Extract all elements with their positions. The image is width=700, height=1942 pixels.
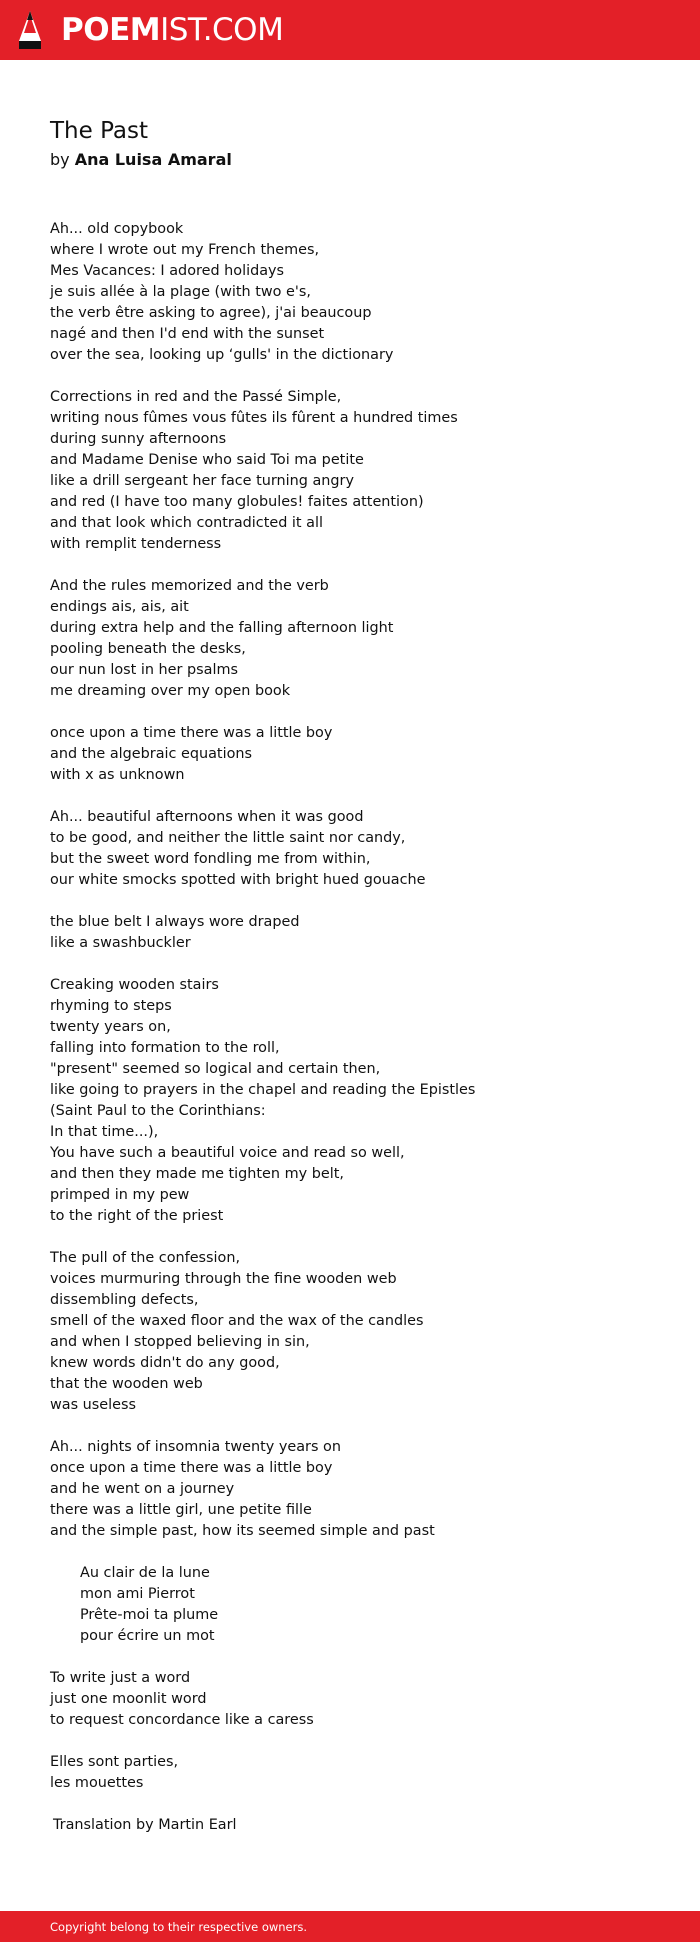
stanza bbox=[50, 807, 670, 891]
poem-line: and then they made me tighten my belt, bbox=[50, 1166, 344, 1182]
site-name bbox=[61, 10, 283, 50]
poem-line: to request concordance like a caress bbox=[50, 1712, 314, 1728]
poem-line: "present" seemed so logical and certain then, bbox=[50, 1061, 381, 1077]
poem-line: rhyming to steps bbox=[50, 998, 172, 1014]
poem-line: mon ami Pierrot bbox=[80, 1586, 195, 1602]
author-name: Ana Luisa Amaral bbox=[74, 150, 232, 169]
poem-line: Prête-moi ta plume bbox=[80, 1607, 219, 1623]
stanza bbox=[50, 1668, 670, 1731]
poem-line: endings ais, ais, ait bbox=[50, 599, 189, 615]
poem-title: The Past bbox=[50, 118, 149, 144]
poem-line: Ah... old copybook bbox=[50, 221, 184, 237]
poem-line: smell of the waxed floor and the wax of the candles bbox=[50, 1313, 424, 1329]
poem-line: over the sea, looking up ‘gulls' in the dictionary bbox=[50, 347, 394, 363]
poem-line: primped in my pew bbox=[50, 1187, 190, 1203]
poem-line: and he went on a journey bbox=[50, 1481, 235, 1497]
poem-line: me dreaming over my open book bbox=[50, 683, 291, 699]
poem-line: and the simple past, how its seemed simple and past bbox=[50, 1523, 435, 1539]
poem-line: Mes Vacances: I adored holidays bbox=[50, 263, 285, 279]
stanza bbox=[50, 975, 670, 1227]
poem-line: nagé and then I'd end with the sunset bbox=[50, 326, 325, 342]
stanza bbox=[50, 1752, 670, 1794]
site-logo[interactable] bbox=[18, 10, 283, 50]
site-name-bold: POEM bbox=[61, 12, 161, 48]
poem-line: Creaking wooden stairs bbox=[50, 977, 219, 993]
poem-line: once upon a time there was a little boy bbox=[50, 725, 333, 741]
stanza bbox=[50, 1248, 670, 1416]
poem-line: and Madame Denise who said Toi ma petite bbox=[50, 452, 364, 468]
poem-line: to the right of the priest bbox=[50, 1208, 224, 1224]
poem-line: To write just a word bbox=[50, 1670, 191, 1686]
poem-line: that the wooden web bbox=[50, 1376, 203, 1392]
poem-line: In that time...), bbox=[50, 1124, 159, 1140]
poem-line: pour écrire un mot bbox=[80, 1628, 215, 1644]
poem-line: And the rules memorized and the verb bbox=[50, 578, 329, 594]
poem-line: dissembling defects, bbox=[50, 1292, 199, 1308]
poem-line: les mouettes bbox=[50, 1775, 144, 1791]
poem-line: to be good, and neither the little saint nor candy, bbox=[50, 830, 406, 846]
poem-line: our white smocks spotted with bright hued gouache bbox=[50, 872, 426, 888]
by-prefix: by bbox=[50, 150, 70, 169]
stanza bbox=[50, 387, 670, 555]
poem-line: just one moonlit word bbox=[50, 1691, 207, 1707]
poem-line: je suis allée à la plage (with two e's, bbox=[50, 284, 311, 300]
poem-line: Elles sont parties, bbox=[50, 1754, 179, 1770]
poem-line: with remplit tenderness bbox=[50, 536, 222, 552]
poem-line: pooling beneath the desks, bbox=[50, 641, 246, 657]
poem-line: but the sweet word fondling me from within, bbox=[50, 851, 371, 867]
poem-line: writing nous fûmes vous fûtes ils fûrent a hundred times bbox=[50, 410, 458, 426]
poem-line: like a swashbuckler bbox=[50, 935, 191, 951]
poem-line: our nun lost in her psalms bbox=[50, 662, 238, 678]
poem-line: voices murmuring through the fine wooden web bbox=[50, 1271, 397, 1287]
stanza bbox=[50, 576, 670, 702]
poem-line: Au clair de la lune bbox=[80, 1565, 210, 1581]
site-header bbox=[0, 0, 700, 60]
poem-line: like a drill sergeant her face turning angry bbox=[50, 473, 354, 489]
stanza bbox=[50, 1437, 670, 1542]
poem-line: (Saint Paul to the Corinthians: bbox=[50, 1103, 266, 1119]
stanza bbox=[50, 912, 670, 954]
poem-line: once upon a time there was a little boy bbox=[50, 1460, 333, 1476]
poem-header bbox=[50, 114, 660, 172]
poem-line: You have such a beautiful voice and read so well, bbox=[50, 1145, 405, 1161]
poem-line: where I wrote out my French themes, bbox=[50, 242, 320, 258]
poem-body bbox=[50, 219, 670, 1857]
site-footer bbox=[0, 1911, 700, 1942]
pencil-icon bbox=[18, 10, 42, 50]
poem-line: Ah... nights of insomnia twenty years on bbox=[50, 1439, 341, 1455]
poem-line: during extra help and the falling afternoon light bbox=[50, 620, 394, 636]
stanza bbox=[50, 1563, 670, 1647]
poem-line: Corrections in red and the Passé Simple, bbox=[50, 389, 342, 405]
site-name-light: IST.COM bbox=[160, 12, 284, 48]
poem-line: and the algebraic equations bbox=[50, 746, 252, 762]
poem-line: there was a little girl, une petite fille bbox=[50, 1502, 312, 1518]
poem-line: Ah... beautiful afternoons when it was good bbox=[50, 809, 364, 825]
poem-line: and red (I have too many globules! faites attention) bbox=[50, 494, 424, 510]
poem-line: the blue belt I always wore draped bbox=[50, 914, 300, 930]
poem-line: with x as unknown bbox=[50, 767, 185, 783]
poem-line: and when I stopped believing in sin, bbox=[50, 1334, 310, 1350]
poem-line: The pull of the confession, bbox=[50, 1250, 241, 1266]
poem-line: the verb être asking to agree), j'ai beaucoup bbox=[50, 305, 372, 321]
poem-line: and that look which contradicted it all bbox=[50, 515, 323, 531]
stanza bbox=[50, 219, 670, 366]
poem-line: was useless bbox=[50, 1397, 136, 1413]
byline bbox=[50, 148, 660, 172]
stanza bbox=[50, 723, 670, 786]
poem-line: knew words didn't do any good, bbox=[50, 1355, 280, 1371]
translation-credit: Translation by Martin Earl bbox=[53, 1817, 237, 1833]
copyright-text: Copyright belong to their respective owners. bbox=[50, 1920, 308, 1934]
poem-line: during sunny afternoons bbox=[50, 431, 227, 447]
poem-line: like going to prayers in the chapel and reading the Epistles bbox=[50, 1082, 476, 1098]
poem-line: falling into formation to the roll, bbox=[50, 1040, 280, 1056]
poem-line: twenty years on, bbox=[50, 1019, 171, 1035]
